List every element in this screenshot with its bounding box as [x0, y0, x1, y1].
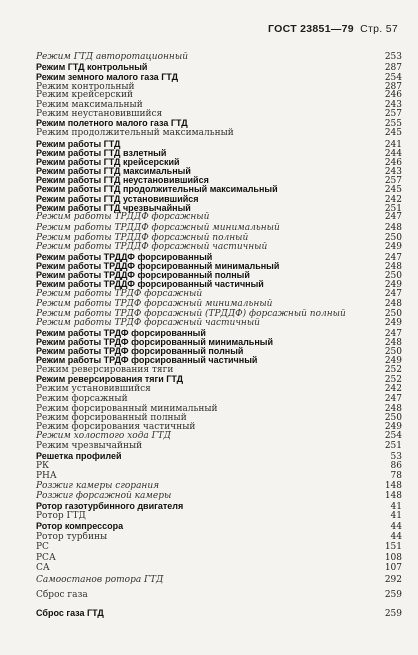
index-term: Режим холостого хода ГТД: [36, 431, 171, 441]
index-term: Режим работы ТРДДФ форсированный частичный: [36, 279, 264, 289]
index-term: РСА: [36, 553, 56, 563]
index-entry: [36, 299, 402, 309]
index-page-number: 247: [384, 289, 402, 299]
index-entry: [36, 501, 402, 511]
index-page-number: 250: [384, 309, 402, 319]
index-page-number: 44: [390, 532, 402, 542]
index-entry: [36, 128, 402, 139]
index-term: Режим работы ТРДДФ форсажный минимальный: [36, 223, 280, 233]
index-page-number: 287: [384, 82, 402, 92]
index-term: Режим форсажный: [36, 394, 128, 404]
index-page-number: 252: [384, 365, 402, 375]
index-term: Режим работы ТРДДФ форсажный частичный: [36, 242, 268, 252]
index-term: Режим полетного малого газа ГТД: [36, 118, 188, 128]
index-entry: [36, 542, 402, 553]
index-page-number: 246: [384, 90, 402, 100]
index-page-number: 254: [384, 431, 402, 441]
index-entry: [36, 212, 402, 223]
index-term: Режим работы ГТД крейсерский: [36, 157, 180, 167]
index-page-number: 249: [384, 318, 402, 328]
index-entry: [36, 109, 402, 118]
index-entry: [36, 194, 402, 203]
index-entry: [36, 175, 402, 184]
index-page-number: 244: [384, 149, 402, 159]
index-term: Ротор газотурбинного двигателя: [36, 501, 184, 511]
index-page-number: 249: [384, 242, 402, 252]
index-term: РС: [36, 542, 49, 552]
index-entry: [36, 511, 402, 521]
index-entry: [36, 491, 402, 501]
index-entry: [36, 203, 402, 212]
index-term: Режим форсированный минимальный: [36, 404, 218, 414]
index-entry: [36, 521, 402, 532]
index-term: Режим работы ТРДДФ форсажный полный: [36, 233, 249, 243]
index-entry: [36, 413, 402, 422]
index-entry: [36, 139, 402, 148]
index-term: Сброс газа ГТД: [36, 608, 104, 618]
index-term: Ротор турбины: [36, 532, 108, 542]
index-entry: [36, 608, 402, 620]
index-entry: [36, 451, 402, 461]
index-page-number: 245: [384, 185, 402, 195]
index-page-number: 248: [384, 299, 402, 309]
index-page-number: 250: [384, 233, 402, 243]
index-term: Режим крейсерский: [36, 90, 134, 100]
index-entry: [36, 90, 402, 100]
index-entry: [36, 532, 402, 542]
index-entry: [36, 374, 402, 384]
index-term: Сброс газа: [36, 590, 88, 600]
index-term: Ротор ГТД: [36, 511, 86, 521]
index-entry: [36, 471, 402, 481]
index-term: Режим реверсирования тяги: [36, 365, 174, 375]
index-entry: [36, 223, 402, 233]
index-term: Самоостанов ротора ГТД: [36, 575, 164, 585]
index-term: Режим работы ТРДДФ форсированный: [36, 252, 213, 262]
index-page-number: 251: [384, 204, 402, 214]
index-term: Розжиг форсажной камеры: [36, 491, 172, 501]
index-entry: [36, 166, 402, 175]
index-entry: [36, 337, 402, 346]
index-entry: [36, 118, 402, 128]
index-term: Режим ГТД авторотационный: [36, 52, 188, 62]
index-entry: [36, 355, 402, 365]
index-page-number: 41: [390, 511, 402, 521]
index-page-number: 86: [390, 461, 402, 471]
index-term: Режим работы ТРДФ форсированный полный: [36, 346, 244, 356]
index-entry: [36, 270, 402, 279]
index-page-number: 249: [384, 356, 402, 366]
index-page-number: 107: [384, 563, 402, 573]
index-term: Режим контрольный: [36, 82, 135, 92]
index-term: Режим установившийся: [36, 384, 151, 394]
index-term: Режим неустановившийся: [36, 109, 163, 119]
index-term: Режим форсированный полный: [36, 413, 187, 423]
index-page-number: 250: [384, 271, 402, 281]
index-entry: [36, 328, 402, 337]
standard-number: ГОСТ 23851—79: [268, 23, 354, 35]
index-page-number: 247: [384, 329, 402, 339]
index-page-number: 242: [384, 195, 402, 205]
index-page-number: 44: [390, 522, 402, 532]
page-header: [268, 23, 398, 35]
index-page-number: 257: [384, 176, 402, 186]
index-term: Режим работы ТРДФ форсированный: [36, 328, 206, 338]
index-entry: [36, 52, 402, 62]
index-term: РНА: [36, 471, 57, 481]
index-term: РК: [36, 461, 50, 471]
index-page-number: 148: [384, 481, 402, 491]
index-term: Режим работы ТРДФ форсажный: [36, 289, 203, 299]
index-term: Режим работы ТРДФ форсажный (ТРДДФ) форсажный полный: [36, 309, 346, 319]
index-page-number: 248: [384, 404, 402, 414]
index-page-number: 247: [384, 394, 402, 404]
index-page-number: 151: [384, 542, 402, 552]
index-page-number: 78: [390, 471, 402, 481]
index-entry: [36, 184, 402, 194]
index-entry: [36, 157, 402, 166]
index-term: Режим работы ГТД максимальный: [36, 166, 191, 176]
index-page-number: 254: [384, 73, 402, 83]
index-entry: [36, 384, 402, 394]
index-term: Режим форсирования частичный: [36, 422, 196, 432]
index-page-number: 287: [384, 63, 402, 73]
index-term: Решетка профилей: [36, 451, 122, 461]
index-entry: [36, 575, 402, 590]
index-page-number: 243: [384, 167, 402, 177]
index-page-number: 249: [384, 422, 402, 432]
index-entry: [36, 394, 402, 404]
index-page-number: 246: [384, 158, 402, 168]
page-number: Стр. 57: [360, 23, 398, 35]
index-term: Режим чрезвычайный: [36, 441, 143, 451]
index-page-number: 41: [390, 502, 402, 512]
index-entry: [36, 252, 402, 261]
index-page-number: 108: [384, 553, 402, 563]
index-page-number: 148: [384, 491, 402, 501]
index-term: Режим работы ГТД установившийся: [36, 194, 199, 204]
index-term: Режим работы ТРДФ форсажный частичный: [36, 318, 260, 328]
index-page-number: 243: [384, 100, 402, 110]
index-entry: [36, 318, 402, 328]
index-term: Ротор компрессора: [36, 521, 124, 531]
index-term: Режим работы ТРДФ форсированный частичный: [36, 355, 258, 365]
index-entry: [36, 279, 402, 289]
index-page-number: 253: [384, 52, 402, 62]
index-entry: [36, 82, 402, 90]
index-entry: [36, 289, 402, 299]
index-entry: [36, 346, 402, 355]
index-page-number: 241: [384, 140, 402, 150]
index-page-number: 252: [384, 375, 402, 385]
index-term: Режим работы ГТД продолжительный максимальный: [36, 184, 278, 194]
index-entry: [36, 100, 402, 109]
index-term: Режим работы ТРДФ форсированный минимальный: [36, 337, 273, 347]
index-page-number: 245: [384, 128, 402, 138]
index-page-number: 247: [384, 212, 402, 222]
index-entry: [36, 242, 402, 252]
index-entry: [36, 422, 402, 431]
index-page-number: 257: [384, 109, 402, 119]
index-entry: [36, 461, 402, 471]
index-entry: [36, 590, 402, 608]
index-page-number: 249: [384, 280, 402, 290]
index-term: Режим максимальный: [36, 100, 143, 110]
index-term: Режим земного малого газа ГТД: [36, 72, 178, 82]
index-page-number: 259: [384, 609, 402, 619]
index-page-number: 242: [384, 384, 402, 394]
index-entry: [36, 563, 402, 575]
index-term: Режим работы ГТД: [36, 139, 121, 149]
index-term: СА: [36, 563, 50, 573]
index-entry: [36, 481, 402, 491]
index-page-number: 292: [384, 575, 402, 585]
index-term: Режим работы ГТД взлетный: [36, 148, 167, 158]
index-entry: [36, 431, 402, 441]
index-entry: [36, 553, 402, 563]
index-entry: [36, 441, 402, 451]
index-page-number: 251: [384, 441, 402, 451]
index-entry: [36, 62, 402, 72]
index-term: Режим работы ГТД неустановившийся: [36, 175, 209, 185]
index-term: Режим продолжительный максимальный: [36, 128, 234, 138]
index-page-number: 53: [390, 452, 402, 462]
index-page-number: 259: [384, 590, 402, 600]
index-term: Режим работы ГТД чрезвычайный: [36, 203, 191, 213]
index-term: Розжиг камеры сгорания: [36, 481, 160, 491]
index-term: Режим работы ТРДДФ форсажный: [36, 212, 210, 222]
index-entry: [36, 365, 402, 374]
index-entry: [36, 148, 402, 157]
index-page-number: 250: [384, 413, 402, 423]
index-page-number: 248: [384, 223, 402, 233]
index-term: Режим работы ТРДДФ форсированный минимальный: [36, 261, 280, 271]
index-entry: [36, 261, 402, 270]
index-page-number: 250: [384, 347, 402, 357]
index-entry: [36, 72, 402, 82]
index-entry: [36, 404, 402, 413]
index-term: Режим работы ТРДДФ форсированный полный: [36, 270, 250, 280]
index-page-number: 255: [384, 119, 402, 129]
index-page-number: 248: [384, 338, 402, 348]
index-page-number: 248: [384, 262, 402, 272]
index-term: Режим работы ТРДФ форсажный минимальный: [36, 299, 273, 309]
index-entry: [36, 309, 402, 318]
index-term: Режим реверсирования тяги ГТД: [36, 374, 184, 384]
index-term: Режим ГТД контрольный: [36, 62, 148, 72]
index-entry: [36, 233, 402, 242]
index-page-number: 247: [384, 253, 402, 263]
